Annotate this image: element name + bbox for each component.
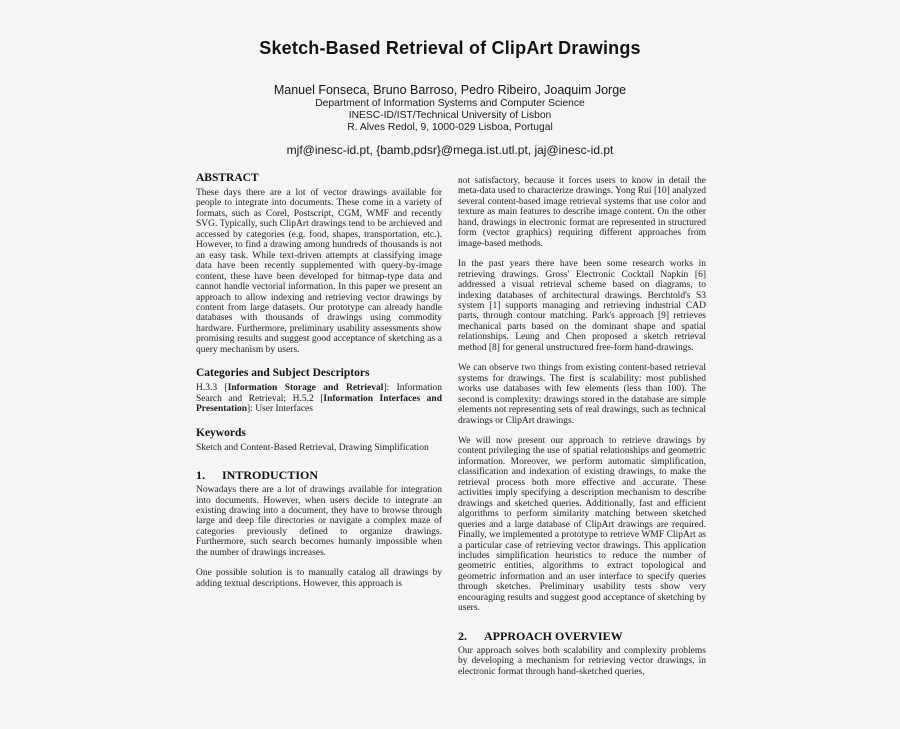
categories-descriptor-2: Information Interfaces and Presentation bbox=[196, 393, 442, 415]
right-column bbox=[458, 176, 706, 677]
categories-seg2: ]: Information Search and Retrieval; H.5.2 [ bbox=[196, 383, 443, 404]
introduction-paragraph-1: Nowadays there are a lot of drawings available for integration into documents. However, when users decide to integrate an existing drawing into a document, they have to browse through large and deep file directories or navigate a complex maze of categories previously defined to organize drawings. Furthermore, such search becomes humanly impossible when the number of drawings increases. bbox=[196, 485, 442, 558]
section-1-title: INTRODUCTION bbox=[222, 468, 319, 483]
paper-title: Sketch-Based Retrieval of ClipArt Drawings bbox=[259, 38, 641, 58]
abstract-paragraph: These days there are a lot of vector drawings available for people to integrate into documents. These come in a variety of formats, such as Corel, Postscript, CGM, WMF and recently SVG. Typically, such ClipArt drawings tend to be archieved and accessed by categories (e.g. food, shapes, transportation, etc.). However, to find a drawing among hundreds of thousands is not an easy task. While text-driven attempts at classifying image data have been recently supplemented with query-by-image content, these have been developed for bitmap-type data and cannot handle vectorial information. In this paper we present an approach to allow indexing and retrieving vector drawings by content from large datasets. Our prototype can already handle databases with thousands of drawings using commodity hardware. Furthermore, preliminary usability assessments show promising results and suggest good acceptance of sketching as a query mechanism by users. bbox=[196, 188, 442, 355]
body-paragraph: In the past years there have been some research works in retrieving drawings. Gross' Electronic Cocktail Napkin [6] addressed a visual retrieval scheme based on diagrams, to indexing databases of architectural drawings. Berchtold's S3 system [1] supports managing and retrieving industrial CAD parts, through contour matching. Park's approach [9] retrieves mechanical parts based on the dominant shape and spatial relationships. Leung and Chen proposed a sketch retrieval method [8] for general unstructured free-form hand-drawings. bbox=[458, 259, 706, 353]
body-paragraph: We can observe two things from existing content-based retrieval systems for drawings. The first is scalability: most published works use databases with few elements (less than 100). The second is complexity: drawings stored in the database are simple elements not representing sets of real drawings, such as technical drawings or ClipArt drawings. bbox=[458, 363, 706, 426]
abstract-heading: ABSTRACT bbox=[196, 172, 259, 184]
categories-heading: Categories and Subject Descriptors bbox=[196, 367, 370, 380]
categories-descriptor-1: Information Storage and Retrieval bbox=[227, 383, 384, 394]
categories-seg1: H.3.3 [ bbox=[196, 383, 228, 394]
body-paragraph: not satisfactory, because it forces users to know in detail the meta-data used to characterize drawings. Yong Rui [10] analyzed several content-based image retrieval systems that use color and texture as main features to describe image content. On the other hand, drawings in electronic format are represented in structured form (vector graphics) requiring different approaches from image-based methods. bbox=[458, 176, 706, 249]
section-2-number: 2. bbox=[458, 628, 467, 643]
authors-line: Manuel Fonseca, Bruno Barroso, Pedro Ribeiro, Joaquim Jorge bbox=[273, 83, 627, 97]
left-column bbox=[196, 172, 442, 589]
section-2-title: APPROACH OVERVIEW bbox=[484, 628, 623, 643]
section-2-heading bbox=[458, 629, 706, 643]
affiliation-address: R. Alves Redol, 9, 1000-029 Lisboa, Portugal bbox=[347, 121, 553, 133]
affiliation-institute: INESC-ID/IST/Technical University of Lisbon bbox=[348, 109, 552, 121]
categories-seg3: ]: User Interfaces bbox=[247, 404, 313, 415]
body-paragraph: We will now present our approach to retrieve drawings by content privileging the use of spatial relationships and geometric information. Moreover, we perform automatic simplification, classification and indexation of existing drawings, to make the retrieval process both more effective and accurate. These activities imply specifying a description mechanism to describe drawings and sketched queries. Additionally, fast and efficient algorithms to perform similarity matching between sketched queries and a large database of ClipArt drawings are required. Finally, we implemented a prototype to retrieve WMF ClipArt as a particular case of retrieving vector drawings. This application includes simplification heuristics to reduce the number of geometric entities, algorithms to extract topological and geometric information and an user interface to specify queries through sketches. Preliminary usability tests show very encouraging results and suggest good acceptance of sketching by users. bbox=[458, 435, 706, 614]
keywords-heading: Keywords bbox=[196, 426, 246, 439]
section-1-heading bbox=[196, 468, 442, 482]
affiliation-block bbox=[0, 98, 900, 133]
approach-paragraph-1: Our approach solves both scalability and complexity problems by developing a mechanism for retrieving vector drawings, in electronic format through hand-sketched queries, bbox=[458, 645, 706, 677]
introduction-paragraph-2: One possible solution is to manually catalog all drawings by adding textual descriptions. However, this approach is bbox=[196, 568, 442, 589]
affiliation-department: Department of Information Systems and Computer Science bbox=[315, 98, 585, 109]
keywords-paragraph: Sketch and Content-Based Retrieval, Drawing Simplification bbox=[196, 442, 429, 453]
authors-emails: mjf@inesc-id.pt, {bamb,pdsr}@mega.ist.utl.pt, jaj@inesc-id.pt bbox=[286, 143, 614, 157]
categories-paragraph bbox=[196, 383, 442, 414]
section-1-number: 1. bbox=[196, 468, 205, 483]
